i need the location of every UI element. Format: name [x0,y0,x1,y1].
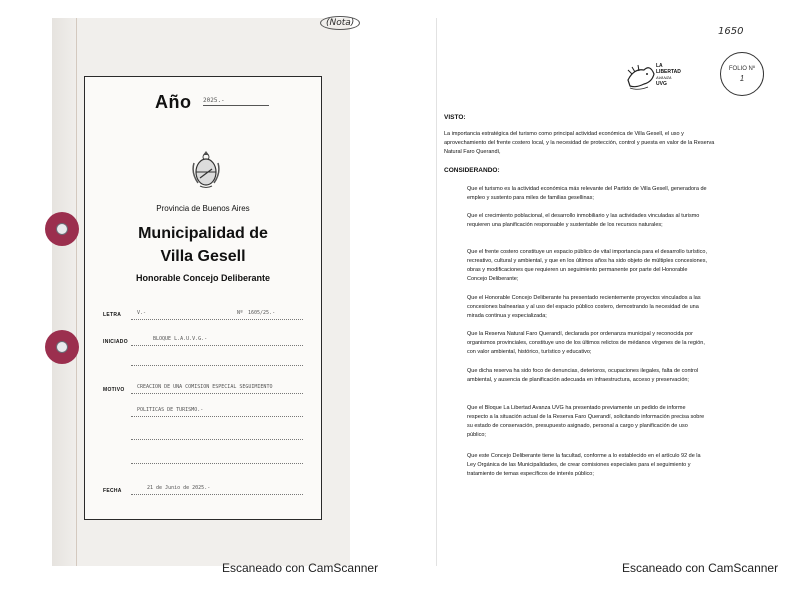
party-line-3: AVANZA [656,75,672,80]
year-value: 2025.- [203,97,225,104]
punch-hole [56,223,68,235]
punch-hole [56,341,68,353]
year-underline [203,105,269,106]
year-label: Año [155,92,192,112]
council-title: Honorable Concejo Deliberante [135,273,271,283]
party-line-2: LIBERTAD [656,69,681,75]
fecha-value: 21 de Junio de 2025.- [147,485,211,491]
party-line-1: LA [656,63,663,69]
scanner-watermark-left: Escaneado con CamScanner [222,561,379,575]
right-scanned-page [436,18,796,566]
folio-label: FOLIO Nº [728,66,756,72]
letra-line [131,319,303,320]
municipality-line-1: Municipalidad de [138,225,268,242]
folio-number: 1 [739,74,745,83]
letra-label: LETRA [103,312,122,318]
motivo-rule-1 [131,393,303,394]
considerando-paragraph: Que dicha reserva ha sido foco de denuncias, deterioros, ocupaciones ilegales, falta de control ambiental, y ausencia de planificación adecuada en infraestructura, acceso y preservación; [467,368,699,383]
municipality-line-2: Villa Gesell [160,248,246,265]
visto-heading: VISTO: [444,114,466,121]
binder-punch-top [45,212,79,246]
motivo-line-2: POLITICAS DE TURISMO.- [137,407,204,413]
considerando-heading: CONSIDERANDO: [444,167,500,174]
coat-of-arms-icon [191,149,221,189]
considerando-paragraph: Que el crecimiento poblacional, el desarrollo inmobiliario y las actividades vinculadas al turismo requieren una planificación responsable y sustentable de los recursos naturales; [467,213,700,228]
folder-shadow [52,18,78,566]
file-cover [84,76,322,520]
handwritten-folio-number: 1650 [718,26,744,37]
province-title: Provincia de Buenos Aires [156,204,250,213]
considerando-paragraph: Que el Bloque La Libertad Avanza UVG ha presentado previamente un pedido de informe respecto a la situación actual de la Reserva Faro Querandí, solicitando información precisa sobre su estado de conservación, presupuesto asignado, personal a cargo y planificación de uso público; [467,405,705,438]
considerando-paragraph: Que el frente costero constituye un espacio público de vital importancia para el desarrollo turístico, recreativo, cultural y ambiental, y que en los últimos años ha sido objeto de múltiples concesiones, obras y modificaciones que requieren un seguimiento permanente por parte del Honorable Concejo Deliberante; [467,249,707,282]
scanner-watermark-right: Escaneado con CamScanner [622,561,779,575]
motivo-rule-4 [131,463,303,464]
motivo-rule-2 [131,416,303,417]
motivo-line-1: CREACION DE UNA COMISION ESPECIAL SEGUIMIENTO [137,384,273,390]
iniciado-label: INICIADO [103,339,128,345]
handwritten-note: (Nota) [320,16,360,30]
fecha-label: FECHA [103,488,122,494]
letra-value: V.- [137,310,147,316]
visto-paragraph: La importancia estratégica del turismo como principal actividad económica de Villa Gesell, el uso y aprovechamiento del frente costero local, y la necesidad de protección, control y puesta en valor de la Reserva Natural Faro Querandí, [444,131,715,155]
fecha-line [131,494,303,495]
considerando-paragraph: Que la Reserva Natural Faro Querandí, declarada por ordenanza municipal y reconocida por organismos provinciales, constituye uno de los últimos relictos de médanos vírgenes de la región, con valor ambiental, histórico, turístico y educativo; [467,331,705,355]
party-line-4: UVG [656,81,667,87]
page-edge [436,18,437,566]
party-wordmark [656,63,681,87]
left-scanned-page [52,18,355,566]
considerando-paragraph: Que el turismo es la actividad económica más relevante del Partido de Villa Gesell, generadora de empleo y sustento para miles de familias gesellinas; [467,186,707,201]
iniciado-line [131,345,303,346]
expediente-number: 1605/25.- [248,310,276,316]
folder-margin-line [76,18,77,566]
number-label: Nº [237,310,244,316]
binder-punch-bottom [45,330,79,364]
iniciado-line-2 [131,365,303,366]
iniciado-value: BLOQUE L.A.U.V.G.- [153,336,208,342]
motivo-rule-3 [131,439,303,440]
folio-stamp [720,52,764,96]
considerando-paragraph: Que el Honorable Concejo Deliberante ha presentado recientemente proyectos vinculados a las concesiones balnearias y al uso del espacio público costero, demostrando la necesidad de una mirada continua y especializada; [467,295,701,319]
municipality-title [85,222,321,268]
motivo-label: MOTIVO [103,387,125,393]
considerando-paragraph: Que este Concejo Deliberante tiene la facultad, conforme a lo establecido en el artículo 92 de la Ley Orgánica de las Municipalidades, de crear comisiones especiales para el seguimiento y tratamiento de temas específicos de interés público; [467,453,701,477]
